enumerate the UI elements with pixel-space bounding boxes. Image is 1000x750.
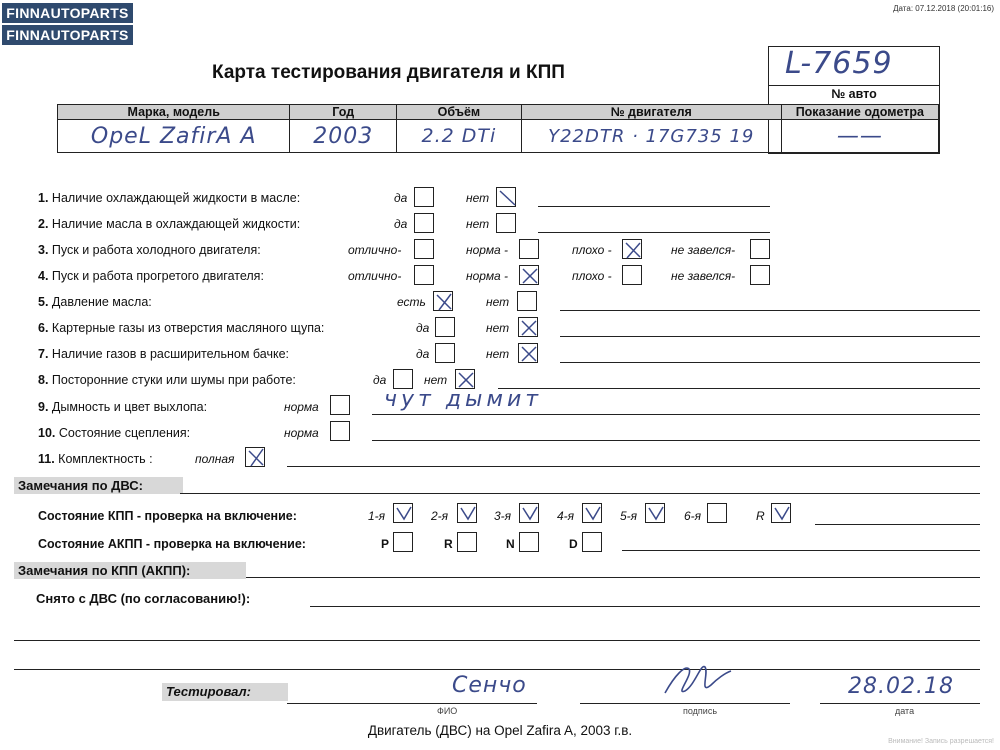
akpp-label-text: Состояние АКПП - проверка на включение: — [38, 537, 306, 551]
q7-no-label: нет — [486, 347, 510, 361]
check-mark-icon — [519, 344, 539, 364]
question-text: Наличие газов в расширительном бачке: — [51, 347, 290, 361]
q8-yes-label: да — [373, 373, 387, 387]
gear-checkbox[interactable] — [519, 503, 539, 523]
check-mark-icon — [520, 266, 540, 286]
gear-checkbox[interactable] — [707, 503, 727, 523]
check-mark-icon — [458, 504, 478, 524]
question-text: Посторонние стуки или шумы при работе: — [51, 373, 296, 387]
gear-checkbox[interactable] — [582, 503, 602, 523]
question-text: Пуск и работа прогретого двигателя: — [51, 269, 264, 283]
kpp-label-text: Состояние КПП - проверка на включение: — [38, 509, 297, 523]
gear-checkbox[interactable] — [645, 503, 665, 523]
page-title: Карта тестирования двигателя и КПП — [212, 62, 565, 83]
removed-line-2 — [14, 640, 980, 641]
value-volume: 2.2 DTi — [396, 120, 521, 153]
q3-no-start-checkbox[interactable] — [750, 239, 770, 259]
question-11 — [38, 452, 153, 466]
q2-no-label: нет — [466, 217, 490, 231]
question-text: Комплектность : — [58, 452, 153, 466]
q1-yes-checkbox[interactable] — [414, 187, 434, 207]
check-mark-icon — [434, 292, 454, 312]
header-year: Год — [290, 105, 397, 120]
footer-fio: ФИО — [437, 706, 458, 716]
check-mark-icon — [583, 504, 603, 524]
q4-excellent-checkbox[interactable] — [414, 265, 434, 285]
q3-bad-label: плохо - — [572, 243, 612, 257]
q4-excellent-label: отлично- — [348, 269, 402, 283]
q4-no-start-checkbox[interactable] — [750, 265, 770, 285]
footer-date: дата — [895, 706, 915, 716]
check-mark-icon — [623, 240, 643, 260]
check-mark-icon — [394, 504, 414, 524]
watermark-logo-top: FINNAUTOPARTS — [2, 3, 133, 23]
kpp-line — [815, 524, 980, 525]
q8-no-checkbox[interactable] — [455, 369, 475, 389]
value-make: OpeL ZafirA A — [58, 120, 290, 153]
question-9 — [38, 400, 207, 414]
q2-no-checkbox[interactable] — [496, 213, 516, 233]
q5-line — [560, 310, 980, 311]
question-number: 3. — [38, 243, 49, 257]
header-engine-no: № двигателя — [521, 105, 781, 120]
tested-label: Тестировал: — [162, 683, 288, 701]
divider — [768, 85, 940, 86]
q6-line — [560, 336, 980, 337]
question-number: 6. — [38, 321, 49, 335]
question-8 — [38, 373, 296, 387]
vehicle-info-table — [57, 104, 939, 153]
q9-normal-checkbox[interactable] — [330, 395, 350, 415]
question-4 — [38, 269, 264, 283]
engine-remarks-line — [180, 493, 980, 494]
q4-normal-checkbox[interactable] — [519, 265, 539, 285]
akpp-position-checkbox[interactable] — [582, 532, 602, 552]
question-number: 8. — [38, 373, 49, 387]
q3-excellent-label: отлично- — [348, 243, 402, 257]
watermark-logo-bottom: FINNAUTOPARTS — [2, 25, 133, 45]
question-number: 5. — [38, 295, 49, 309]
signature-icon — [655, 655, 735, 703]
engine-remarks-label: Замечания по ДВС: — [14, 477, 183, 494]
copyright-note: Внимание! Запись разрешается! — [888, 738, 994, 745]
question-text: Наличие охлаждающей жидкости в масле: — [51, 191, 301, 205]
value-year: 2003 — [290, 120, 397, 153]
q1-yes-label: да — [394, 191, 408, 205]
gear-label: 6-я — [684, 509, 702, 523]
question-text: Давление масла: — [51, 295, 152, 309]
question-7 — [38, 347, 289, 361]
auto-number-handwritten: L-7659 — [785, 46, 893, 81]
question-number: 9. — [38, 400, 49, 414]
akpp-position-checkbox[interactable] — [519, 532, 539, 552]
value-engine-no: Y22DTR · 17G735 19 — [521, 120, 781, 153]
question-text: Наличие масла в охлаждающей жидкости: — [51, 217, 301, 231]
akpp-label — [38, 537, 306, 551]
q6-no-label: нет — [486, 321, 510, 335]
header-make: Марка, модель — [58, 105, 290, 120]
check-mark-icon — [246, 448, 266, 468]
gear-checkbox[interactable] — [393, 503, 413, 523]
q9-handwritten-answer: чут дымит — [384, 387, 543, 412]
q3-normal-checkbox[interactable] — [519, 239, 539, 259]
question-number: 7. — [38, 347, 49, 361]
question-number: 1. — [38, 191, 49, 205]
check-mark-icon — [497, 188, 517, 208]
removed-label: Снято с ДВС (по согласованию!): — [36, 591, 251, 606]
akpp-position-checkbox[interactable] — [457, 532, 477, 552]
q8-yes-checkbox[interactable] — [393, 369, 413, 389]
q10-normal-checkbox[interactable] — [330, 421, 350, 441]
gear-label: 4-я — [557, 509, 575, 523]
removed-line-3 — [14, 669, 980, 670]
gear-label: 5-я — [620, 509, 638, 523]
q1-no-checkbox[interactable] — [496, 187, 516, 207]
q6-yes-checkbox[interactable] — [435, 317, 455, 337]
question-text: Пуск и работа холодного двигателя: — [51, 243, 261, 257]
q5-no-checkbox[interactable] — [517, 291, 537, 311]
q2-yes-label: да — [394, 217, 408, 231]
check-mark-icon — [646, 504, 666, 524]
check-mark-icon — [772, 504, 792, 524]
q6-yes-label: да — [416, 321, 430, 335]
footer-sign: подпись — [683, 706, 718, 716]
q4-normal-label: норма - — [466, 269, 509, 283]
q11-line — [287, 466, 980, 467]
akpp-position-label: R — [444, 537, 453, 551]
akpp-position-label: N — [506, 537, 515, 551]
kpp-remarks-label: Замечания по КПП (АКПП): — [14, 562, 246, 579]
sign-line — [580, 703, 790, 704]
question-3 — [38, 243, 261, 257]
question-number: 10. — [38, 426, 56, 440]
q3-no-start-label: не завелся- — [671, 243, 736, 257]
akpp-line — [622, 550, 980, 551]
q8-no-label: нет — [424, 373, 448, 387]
tested-date-handwritten: 28.02.18 — [848, 674, 954, 699]
question-text: Картерные газы из отверстия масляного щупа: — [51, 321, 325, 335]
q3-normal-label: норма - — [466, 243, 509, 257]
q5-no-label: нет — [486, 295, 510, 309]
kpp-remarks-line — [246, 577, 980, 578]
fio-line — [287, 703, 537, 704]
auto-label: № авто — [831, 87, 877, 101]
question-number: 4. — [38, 269, 49, 283]
q11-full-checkbox[interactable] — [245, 447, 265, 467]
question-text: Состояние сцепления: — [58, 426, 191, 440]
question-5 — [38, 295, 152, 309]
q7-line — [560, 362, 980, 363]
q4-no-start-label: не завелся- — [671, 269, 736, 283]
q7-no-checkbox[interactable] — [518, 343, 538, 363]
gear-label: 2-я — [431, 509, 449, 523]
gear-label: 3-я — [494, 509, 512, 523]
q1-line — [538, 206, 770, 207]
gear-checkbox[interactable] — [457, 503, 477, 523]
question-1 — [38, 191, 300, 205]
akpp-position-label: D — [569, 537, 578, 551]
gear-checkbox[interactable] — [771, 503, 791, 523]
q2-yes-checkbox[interactable] — [414, 213, 434, 233]
image-caption: Двигатель (ДВС) на Opel Zafira A, 2003 г.в. — [367, 723, 633, 738]
q9-line — [372, 414, 980, 415]
q7-yes-label: да — [416, 347, 430, 361]
question-6 — [38, 321, 324, 335]
q7-yes-checkbox[interactable] — [435, 343, 455, 363]
question-2 — [38, 217, 300, 231]
q3-excellent-checkbox[interactable] — [414, 239, 434, 259]
question-10 — [38, 426, 190, 440]
q4-bad-label: плохо - — [572, 269, 612, 283]
header-volume: Объём — [396, 105, 521, 120]
q5-present-checkbox[interactable] — [433, 291, 453, 311]
gear-label: R — [756, 509, 765, 523]
q1-no-label: нет — [466, 191, 490, 205]
question-number: 2. — [38, 217, 49, 231]
q6-no-checkbox[interactable] — [518, 317, 538, 337]
q10-normal-label: норма — [284, 426, 319, 440]
tested-name-handwritten: Сенчо — [452, 673, 527, 698]
q4-bad-checkbox[interactable] — [622, 265, 642, 285]
q10-line — [372, 440, 980, 441]
q9-normal-label: норма — [284, 400, 319, 414]
question-number: 11. — [38, 452, 55, 466]
date-stamp: Дата: 07.12.2018 (20:01:16) — [893, 4, 994, 13]
q2-line — [538, 232, 770, 233]
q11-full-label: полная — [195, 452, 235, 466]
akpp-position-label: P — [381, 537, 390, 551]
q5-present-label: есть — [397, 295, 426, 309]
akpp-position-checkbox[interactable] — [393, 532, 413, 552]
check-mark-icon — [519, 318, 539, 338]
q3-bad-checkbox[interactable] — [622, 239, 642, 259]
check-mark-icon — [520, 504, 540, 524]
q8-line — [498, 388, 980, 389]
question-text: Дымность и цвет выхлопа: — [51, 400, 208, 414]
kpp-label — [38, 509, 297, 523]
removed-line-1 — [310, 606, 980, 607]
header-odometer: Показание одометра — [781, 105, 938, 120]
value-odometer: —— — [781, 120, 938, 153]
date-line — [820, 703, 980, 704]
gear-label: 1-я — [368, 509, 386, 523]
